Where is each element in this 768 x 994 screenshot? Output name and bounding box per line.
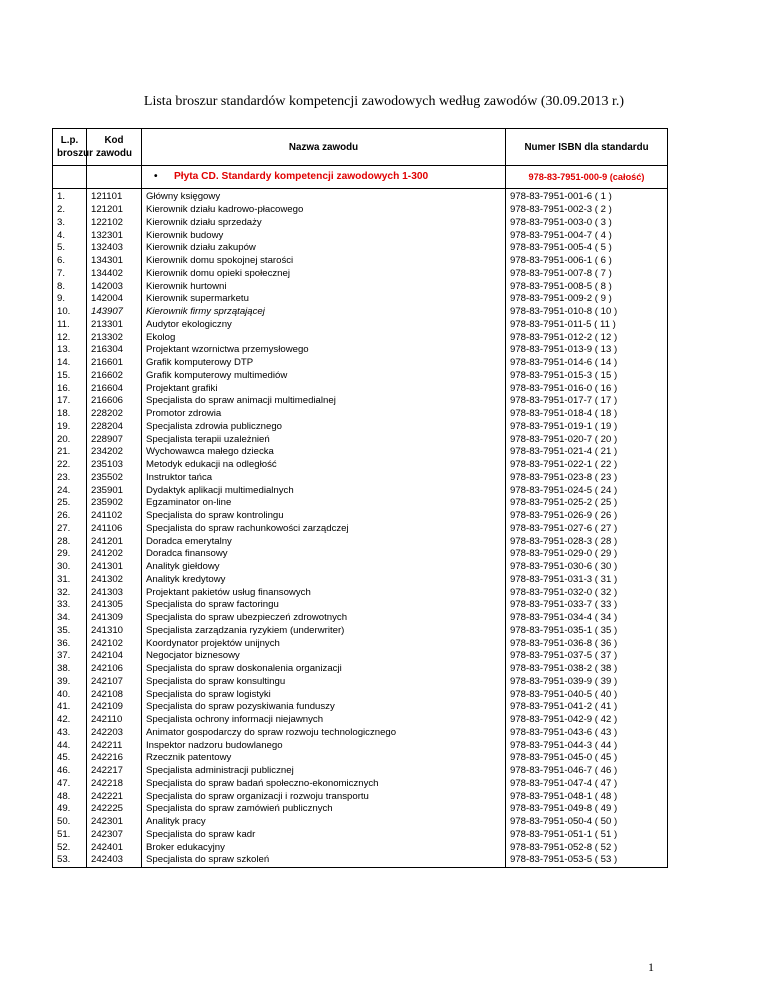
row-isbn: 978-83-7951-004-7 ( 4 ) — [506, 229, 668, 242]
row-code: 216304 — [87, 344, 142, 357]
cd-code-cell — [87, 166, 142, 189]
row-lp: 22. — [53, 459, 87, 472]
row-name: Specjalista do spraw factoringu — [142, 599, 506, 612]
row-name: Główny księgowy — [142, 189, 506, 204]
row-code: 122102 — [87, 217, 142, 230]
row-isbn: 978-83-7951-019-1 ( 19 ) — [506, 421, 668, 434]
row-isbn: 978-83-7951-032-0 ( 32 ) — [506, 586, 668, 599]
row-lp: 23. — [53, 472, 87, 485]
row-name: Kierownik hurtowni — [142, 280, 506, 293]
row-name: Negocjator biznesowy — [142, 650, 506, 663]
row-code: 121101 — [87, 189, 142, 204]
row-code: 235103 — [87, 459, 142, 472]
row-name: Specjalista do spraw badań społeczno-ekonomicznych — [142, 778, 506, 791]
row-code: 235902 — [87, 497, 142, 510]
row-isbn: 978-83-7951-007-8 ( 7 ) — [506, 268, 668, 281]
document-title: Lista broszur standardów kompetencji zawodowych według zawodów (30.09.2013 r.) — [143, 94, 625, 109]
row-name: Instruktor tańca — [142, 472, 506, 485]
row-name: Promotor zdrowia — [142, 408, 506, 421]
table-row — [53, 816, 668, 829]
row-isbn: 978-83-7951-053-5 ( 53 ) — [506, 854, 668, 867]
row-name: Kierownik domu spokojnej starości — [142, 255, 506, 268]
row-code: 213302 — [87, 331, 142, 344]
table-row — [53, 574, 668, 587]
table-row — [53, 701, 668, 714]
table-row — [53, 612, 668, 625]
row-name: Specjalista do spraw rachunkowości zarządczej — [142, 523, 506, 536]
row-code: 143907 — [87, 306, 142, 319]
row-lp: 42. — [53, 714, 87, 727]
row-isbn: 978-83-7951-012-2 ( 12 ) — [506, 331, 668, 344]
table-row — [53, 599, 668, 612]
row-name: Analityk kredytowy — [142, 574, 506, 587]
row-isbn: 978-83-7951-022-1 ( 22 ) — [506, 459, 668, 472]
table-row — [53, 421, 668, 434]
row-isbn: 978-83-7951-031-3 ( 31 ) — [506, 574, 668, 587]
row-lp: 2. — [53, 204, 87, 217]
row-code: 235502 — [87, 472, 142, 485]
row-lp: 14. — [53, 357, 87, 370]
row-name: Specjalista do spraw kadr — [142, 829, 506, 842]
row-name: Specjalista administracji publicznej — [142, 765, 506, 778]
row-lp: 13. — [53, 344, 87, 357]
table-row — [53, 561, 668, 574]
row-isbn: 978-83-7951-016-0 ( 16 ) — [506, 382, 668, 395]
row-isbn: 978-83-7951-015-3 ( 15 ) — [506, 370, 668, 383]
row-code: 241202 — [87, 548, 142, 561]
table-row — [53, 446, 668, 459]
row-isbn: 978-83-7951-051-1 ( 51 ) — [506, 829, 668, 842]
row-lp: 45. — [53, 752, 87, 765]
row-isbn: 978-83-7951-014-6 ( 14 ) — [506, 357, 668, 370]
table-row — [53, 370, 668, 383]
row-isbn: 978-83-7951-042-9 ( 42 ) — [506, 714, 668, 727]
table-row — [53, 510, 668, 523]
row-lp: 53. — [53, 854, 87, 867]
row-name: Ekolog — [142, 331, 506, 344]
row-isbn: 978-83-7951-050-4 ( 50 ) — [506, 816, 668, 829]
row-lp: 1. — [53, 189, 87, 204]
row-isbn: 978-83-7951-009-2 ( 9 ) — [506, 293, 668, 306]
table-header-row — [53, 129, 668, 166]
table-row — [53, 663, 668, 676]
row-name: Projektant wzornictwa przemysłowego — [142, 344, 506, 357]
row-name: Kierownik supermarketu — [142, 293, 506, 306]
row-name: Animator gospodarczy do spraw rozwoju technologicznego — [142, 727, 506, 740]
row-code: 241106 — [87, 523, 142, 536]
brochure-table — [52, 128, 668, 868]
row-lp: 51. — [53, 829, 87, 842]
cd-name: Płyta CD. Standardy kompetencji zawodowych 1-300 — [174, 171, 429, 182]
table-row — [53, 548, 668, 561]
page-number: 1 — [648, 960, 654, 974]
row-code: 241102 — [87, 510, 142, 523]
row-code: 242301 — [87, 816, 142, 829]
table-row — [53, 841, 668, 854]
row-isbn: 978-83-7951-027-6 ( 27 ) — [506, 523, 668, 536]
row-lp: 6. — [53, 255, 87, 268]
row-lp: 7. — [53, 268, 87, 281]
row-isbn: 978-83-7951-010-8 ( 10 ) — [506, 306, 668, 319]
row-isbn: 978-83-7951-001-6 ( 1 ) — [506, 189, 668, 204]
row-name: Doradca emerytalny — [142, 535, 506, 548]
row-isbn: 978-83-7951-040-5 ( 40 ) — [506, 688, 668, 701]
row-name: Specjalista do spraw pozyskiwania funduszy — [142, 701, 506, 714]
table-row — [53, 433, 668, 446]
row-name: Wychowawca małego dziecka — [142, 446, 506, 459]
row-name: Kierownik działu kadrowo-płacowego — [142, 204, 506, 217]
row-code: 242110 — [87, 714, 142, 727]
row-code: 228202 — [87, 408, 142, 421]
row-isbn: 978-83-7951-052-8 ( 52 ) — [506, 841, 668, 854]
row-code: 216606 — [87, 395, 142, 408]
row-code: 242216 — [87, 752, 142, 765]
table-row — [53, 344, 668, 357]
table-row — [53, 268, 668, 281]
table-row — [53, 650, 668, 663]
row-name: Egzaminator on-line — [142, 497, 506, 510]
row-code: 142004 — [87, 293, 142, 306]
row-lp: 33. — [53, 599, 87, 612]
row-isbn: 978-83-7951-017-7 ( 17 ) — [506, 395, 668, 408]
row-name: Specjalista do spraw zamówień publicznych — [142, 803, 506, 816]
row-name: Analityk pracy — [142, 816, 506, 829]
row-lp: 28. — [53, 535, 87, 548]
row-code: 216602 — [87, 370, 142, 383]
table-row — [53, 497, 668, 510]
table-row — [53, 778, 668, 791]
row-code: 242217 — [87, 765, 142, 778]
row-code: 241310 — [87, 625, 142, 638]
table-row — [53, 189, 668, 204]
row-code: 121201 — [87, 204, 142, 217]
row-code: 242108 — [87, 688, 142, 701]
row-lp: 26. — [53, 510, 87, 523]
row-name: Kierownik domu opieki społecznej — [142, 268, 506, 281]
row-lp: 27. — [53, 523, 87, 536]
bullet-icon: • — [154, 171, 158, 182]
row-code: 242401 — [87, 841, 142, 854]
row-code: 228204 — [87, 421, 142, 434]
header-code: Kod zawodu — [87, 129, 142, 166]
row-isbn: 978-83-7951-034-4 ( 34 ) — [506, 612, 668, 625]
row-name: Metodyk edukacji na odległość — [142, 459, 506, 472]
header-name: Nazwa zawodu — [142, 129, 506, 166]
row-name: Specjalista zdrowia publicznego — [142, 421, 506, 434]
table-row — [53, 535, 668, 548]
row-isbn: 978-83-7951-035-1 ( 35 ) — [506, 625, 668, 638]
row-isbn: 978-83-7951-013-9 ( 13 ) — [506, 344, 668, 357]
row-code: 242106 — [87, 663, 142, 676]
row-code: 132301 — [87, 229, 142, 242]
row-lp: 39. — [53, 676, 87, 689]
row-lp: 10. — [53, 306, 87, 319]
row-code: 234202 — [87, 446, 142, 459]
row-name: Kierownik budowy — [142, 229, 506, 242]
cd-lp-cell — [53, 166, 87, 189]
row-lp: 52. — [53, 841, 87, 854]
row-code: 242218 — [87, 778, 142, 791]
row-isbn: 978-83-7951-026-9 ( 26 ) — [506, 510, 668, 523]
table-row — [53, 382, 668, 395]
row-name: Projektant pakietów usług finansowych — [142, 586, 506, 599]
header-lp: L.p. broszur — [53, 129, 87, 166]
row-isbn: 978-83-7951-011-5 ( 11 ) — [506, 319, 668, 332]
row-lp: 46. — [53, 765, 87, 778]
row-name: Specjalista zarządzania ryzykiem (underwriter) — [142, 625, 506, 638]
row-name: Kierownik działu sprzedaży — [142, 217, 506, 230]
cd-isbn: 978-83-7951-000-9 (całość) — [506, 166, 668, 189]
row-code: 241309 — [87, 612, 142, 625]
row-lp: 4. — [53, 229, 87, 242]
cd-row — [53, 166, 668, 189]
row-isbn: 978-83-7951-048-1 ( 48 ) — [506, 790, 668, 803]
table-row — [53, 727, 668, 740]
row-code: 242104 — [87, 650, 142, 663]
row-code: 242102 — [87, 637, 142, 650]
row-isbn: 978-83-7951-002-3 ( 2 ) — [506, 204, 668, 217]
row-code: 242403 — [87, 854, 142, 867]
row-lp: 29. — [53, 548, 87, 561]
row-lp: 31. — [53, 574, 87, 587]
table-row — [53, 625, 668, 638]
row-code: 242107 — [87, 676, 142, 689]
row-lp: 15. — [53, 370, 87, 383]
table-row — [53, 484, 668, 497]
row-lp: 3. — [53, 217, 87, 230]
row-isbn: 978-83-7951-030-6 ( 30 ) — [506, 561, 668, 574]
row-isbn: 978-83-7951-039-9 ( 39 ) — [506, 676, 668, 689]
table-row — [53, 739, 668, 752]
table-row — [53, 676, 668, 689]
row-lp: 41. — [53, 701, 87, 714]
row-lp: 43. — [53, 727, 87, 740]
table-row — [53, 714, 668, 727]
row-isbn: 978-83-7951-029-0 ( 29 ) — [506, 548, 668, 561]
table-row — [53, 803, 668, 816]
row-lp: 25. — [53, 497, 87, 510]
row-name: Specjalista do spraw konsultingu — [142, 676, 506, 689]
row-isbn: 978-83-7951-018-4 ( 18 ) — [506, 408, 668, 421]
row-isbn: 978-83-7951-021-4 ( 21 ) — [506, 446, 668, 459]
row-lp: 17. — [53, 395, 87, 408]
row-name: Dydaktyk aplikacji multimedialnych — [142, 484, 506, 497]
row-name: Specjalista do spraw ubezpieczeń zdrowotnych — [142, 612, 506, 625]
row-code: 241301 — [87, 561, 142, 574]
row-name: Kierownik działu zakupów — [142, 242, 506, 255]
row-isbn: 978-83-7951-049-8 ( 49 ) — [506, 803, 668, 816]
row-name: Specjalista ochrony informacji niejawnych — [142, 714, 506, 727]
table-row — [53, 765, 668, 778]
table-row — [53, 459, 668, 472]
row-code: 216601 — [87, 357, 142, 370]
row-code: 213301 — [87, 319, 142, 332]
row-code: 242221 — [87, 790, 142, 803]
table-row — [53, 357, 668, 370]
row-code: 242211 — [87, 739, 142, 752]
row-lp: 35. — [53, 625, 87, 638]
row-code: 132403 — [87, 242, 142, 255]
table-row — [53, 688, 668, 701]
table-row — [53, 523, 668, 536]
row-code: 241305 — [87, 599, 142, 612]
row-code: 241201 — [87, 535, 142, 548]
row-isbn: 978-83-7951-043-6 ( 43 ) — [506, 727, 668, 740]
row-name: Audytor ekologiczny — [142, 319, 506, 332]
row-name: Inspektor nadzoru budowlanego — [142, 739, 506, 752]
row-isbn: 978-83-7951-046-7 ( 46 ) — [506, 765, 668, 778]
row-isbn: 978-83-7951-047-4 ( 47 ) — [506, 778, 668, 791]
row-lp: 5. — [53, 242, 87, 255]
row-isbn: 978-83-7951-044-3 ( 44 ) — [506, 739, 668, 752]
row-code: 241303 — [87, 586, 142, 599]
row-lp: 21. — [53, 446, 87, 459]
row-isbn: 978-83-7951-023-8 ( 23 ) — [506, 472, 668, 485]
table-row — [53, 229, 668, 242]
table-row — [53, 242, 668, 255]
row-code: 216604 — [87, 382, 142, 395]
row-name: Specjalista do spraw kontrolingu — [142, 510, 506, 523]
cd-name-cell — [142, 166, 506, 189]
row-lp: 50. — [53, 816, 87, 829]
table-row — [53, 331, 668, 344]
row-lp: 32. — [53, 586, 87, 599]
table-row — [53, 217, 668, 230]
table-row — [53, 829, 668, 842]
row-lp: 49. — [53, 803, 87, 816]
row-isbn: 978-83-7951-024-5 ( 24 ) — [506, 484, 668, 497]
row-name: Specjalista do spraw szkoleń — [142, 854, 506, 867]
row-lp: 37. — [53, 650, 87, 663]
row-lp: 38. — [53, 663, 87, 676]
row-lp: 34. — [53, 612, 87, 625]
row-code: 242109 — [87, 701, 142, 714]
row-isbn: 978-83-7951-005-4 ( 5 ) — [506, 242, 668, 255]
row-code: 242307 — [87, 829, 142, 842]
row-lp: 44. — [53, 739, 87, 752]
row-name: Broker edukacyjny — [142, 841, 506, 854]
row-code: 142003 — [87, 280, 142, 293]
row-code: 228907 — [87, 433, 142, 446]
row-lp: 40. — [53, 688, 87, 701]
row-isbn: 978-83-7951-037-5 ( 37 ) — [506, 650, 668, 663]
row-name: Specjalista do spraw animacji multimedialnej — [142, 395, 506, 408]
row-isbn: 978-83-7951-036-8 ( 36 ) — [506, 637, 668, 650]
row-name: Grafik komputerowy DTP — [142, 357, 506, 370]
row-lp: 20. — [53, 433, 87, 446]
table-row — [53, 752, 668, 765]
row-code: 241302 — [87, 574, 142, 587]
row-name: Specjalista do spraw logistyki — [142, 688, 506, 701]
row-code: 242225 — [87, 803, 142, 816]
table-row — [53, 586, 668, 599]
row-lp: 12. — [53, 331, 87, 344]
row-lp: 18. — [53, 408, 87, 421]
table-row — [53, 204, 668, 217]
row-isbn: 978-83-7951-028-3 ( 28 ) — [506, 535, 668, 548]
table-row — [53, 319, 668, 332]
row-lp: 9. — [53, 293, 87, 306]
header-isbn: Numer ISBN dla standardu — [506, 129, 668, 166]
table-row — [53, 306, 668, 319]
table-row — [53, 395, 668, 408]
row-lp: 36. — [53, 637, 87, 650]
row-lp: 11. — [53, 319, 87, 332]
row-code: 242203 — [87, 727, 142, 740]
row-isbn: 978-83-7951-041-2 ( 41 ) — [506, 701, 668, 714]
table-row — [53, 854, 668, 867]
row-lp: 47. — [53, 778, 87, 791]
row-isbn: 978-83-7951-045-0 ( 45 ) — [506, 752, 668, 765]
row-lp: 30. — [53, 561, 87, 574]
table-row — [53, 293, 668, 306]
row-code: 235901 — [87, 484, 142, 497]
row-lp: 48. — [53, 790, 87, 803]
row-name: Specjalista do spraw organizacji i rozwoju transportu — [142, 790, 506, 803]
row-isbn: 978-83-7951-006-1 ( 6 ) — [506, 255, 668, 268]
table-row — [53, 637, 668, 650]
row-isbn: 978-83-7951-008-5 ( 8 ) — [506, 280, 668, 293]
row-name: Doradca finansowy — [142, 548, 506, 561]
row-isbn: 978-83-7951-020-7 ( 20 ) — [506, 433, 668, 446]
table-row — [53, 255, 668, 268]
row-lp: 8. — [53, 280, 87, 293]
row-isbn: 978-83-7951-025-2 ( 25 ) — [506, 497, 668, 510]
row-code: 134402 — [87, 268, 142, 281]
row-name: Rzecznik patentowy — [142, 752, 506, 765]
row-lp: 24. — [53, 484, 87, 497]
table-row — [53, 790, 668, 803]
row-isbn: 978-83-7951-038-2 ( 38 ) — [506, 663, 668, 676]
row-name: Specjalista terapii uzależnień — [142, 433, 506, 446]
table-row — [53, 472, 668, 485]
row-name: Analityk giełdowy — [142, 561, 506, 574]
row-code: 134301 — [87, 255, 142, 268]
row-name: Kierownik firmy sprzątającej — [142, 306, 506, 319]
row-name: Projektant grafiki — [142, 382, 506, 395]
row-lp: 19. — [53, 421, 87, 434]
row-isbn: 978-83-7951-003-0 ( 3 ) — [506, 217, 668, 230]
table-row — [53, 408, 668, 421]
row-name: Specjalista do spraw doskonalenia organizacji — [142, 663, 506, 676]
row-name: Koordynator projektów unijnych — [142, 637, 506, 650]
row-name: Grafik komputerowy multimediów — [142, 370, 506, 383]
table-row — [53, 280, 668, 293]
row-lp: 16. — [53, 382, 87, 395]
row-isbn: 978-83-7951-033-7 ( 33 ) — [506, 599, 668, 612]
